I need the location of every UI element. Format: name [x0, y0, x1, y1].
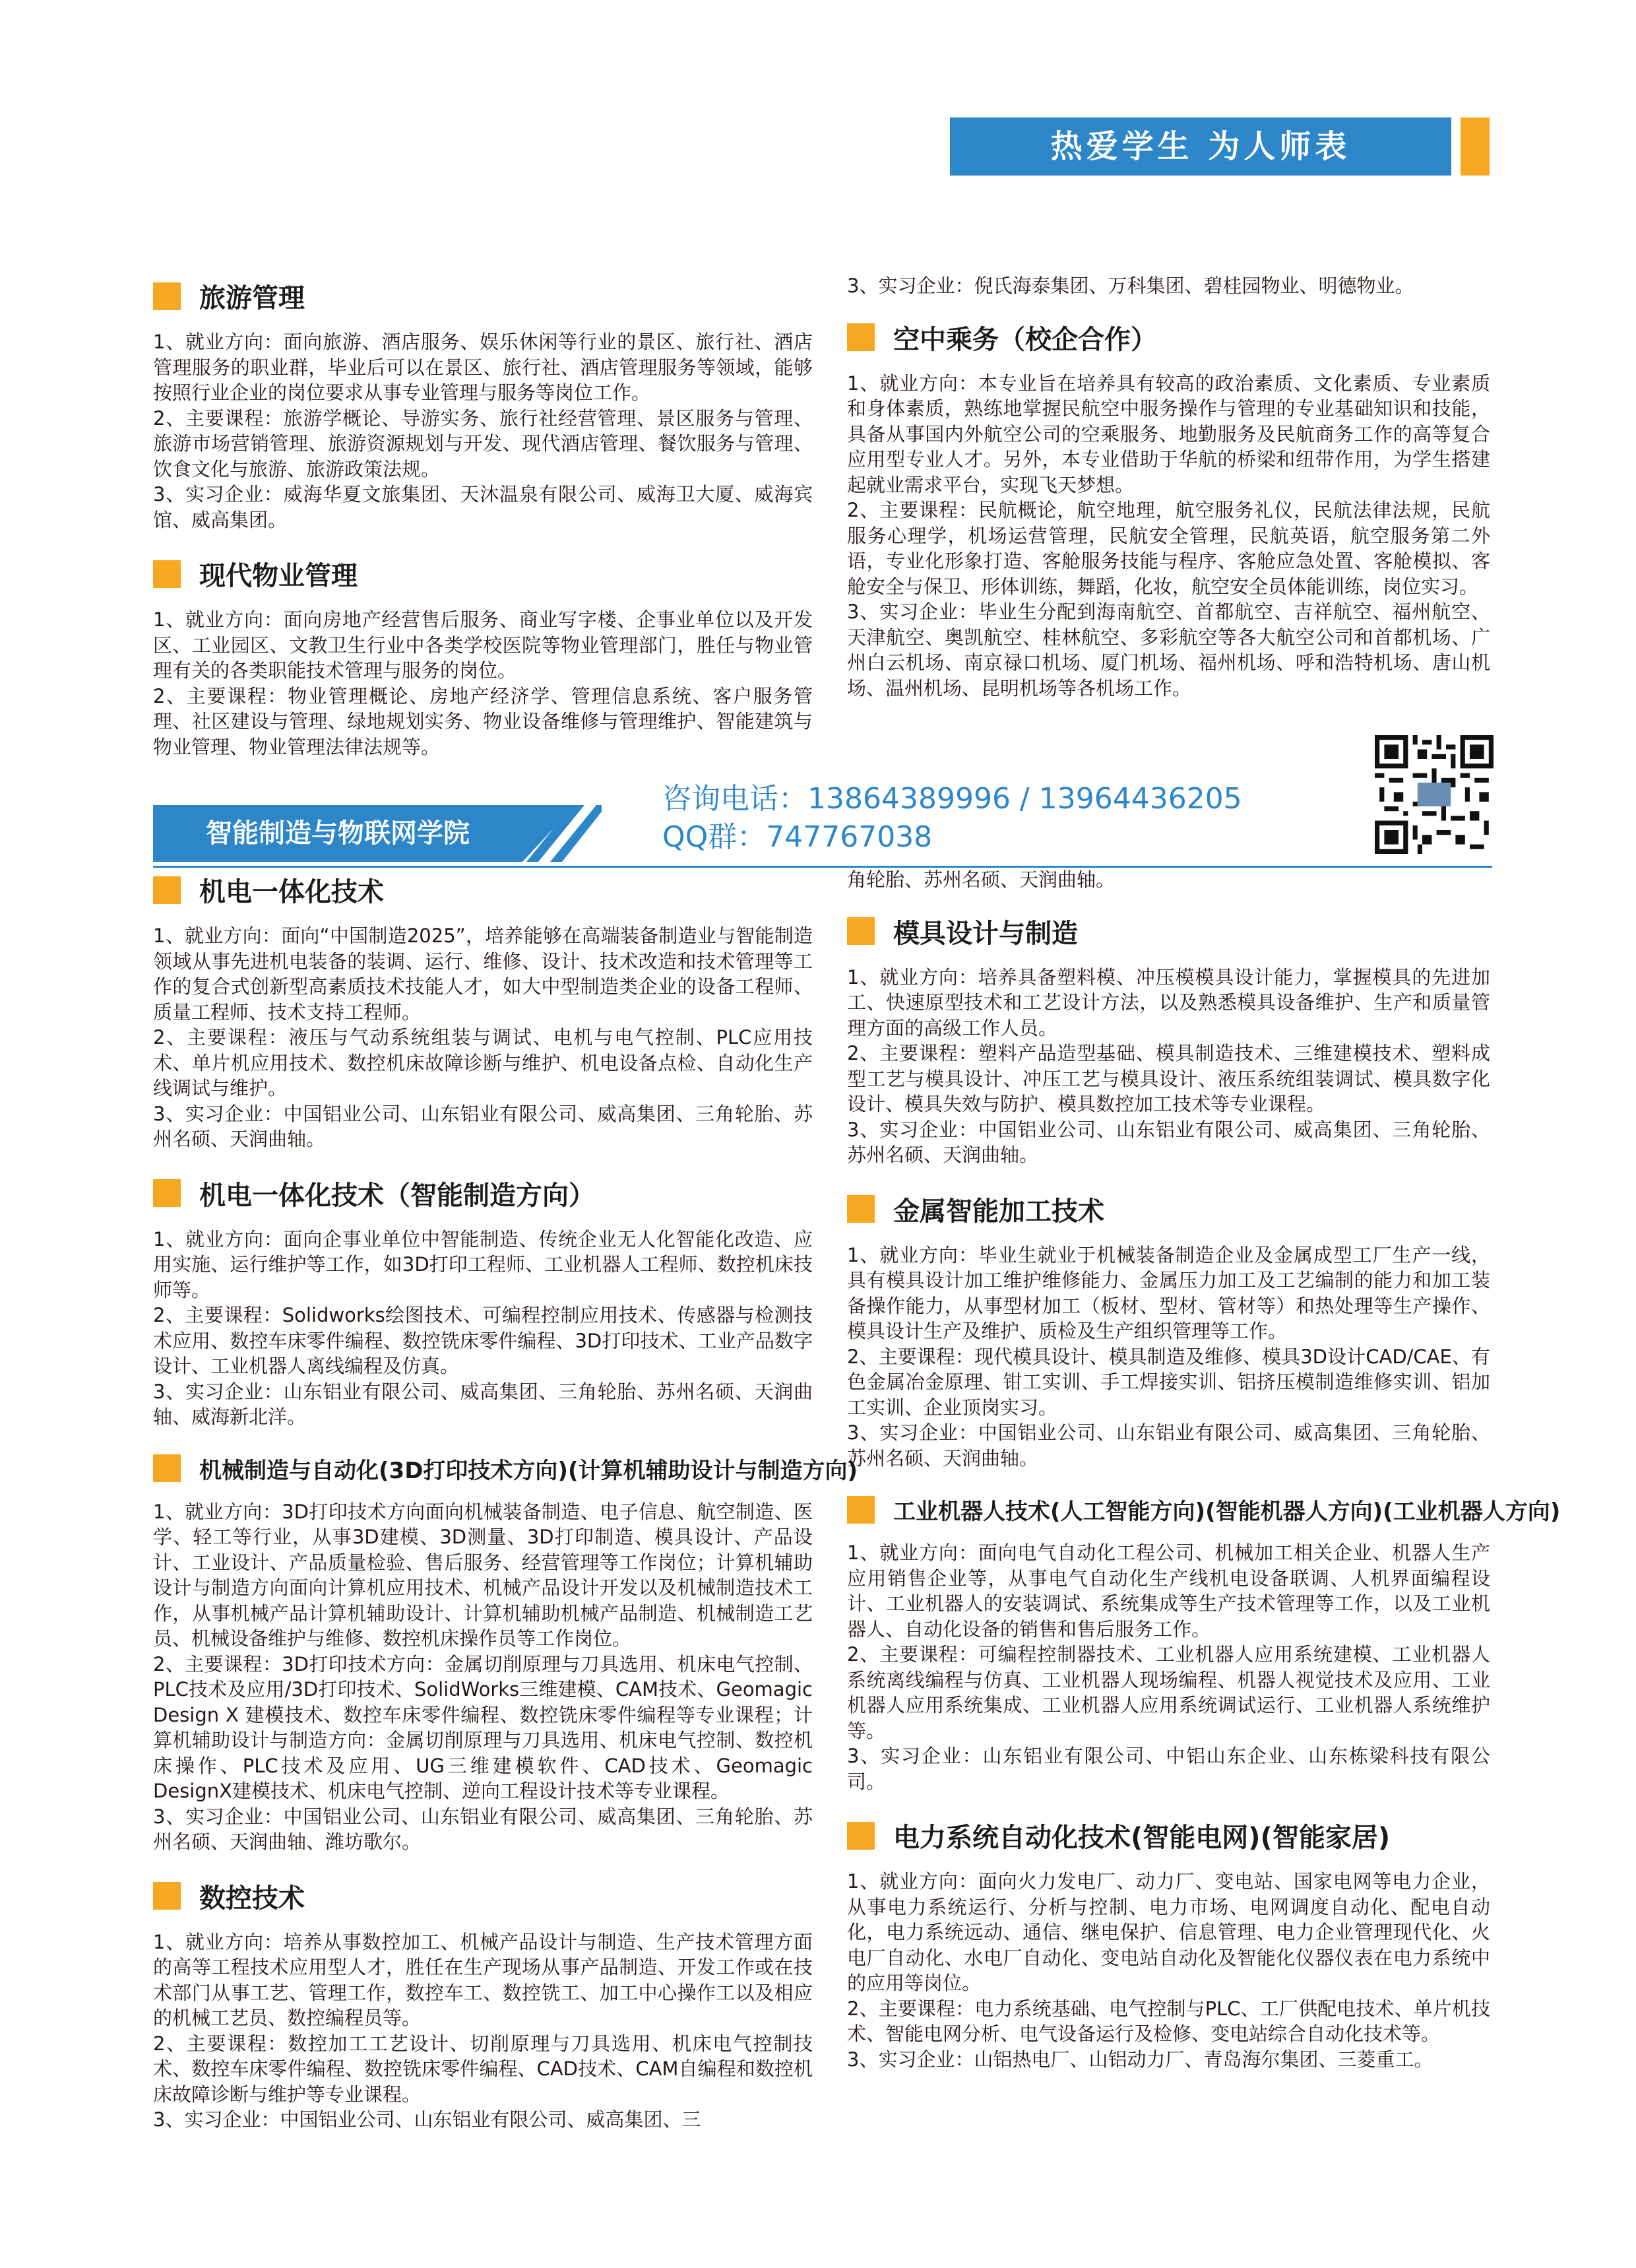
continued-paragraph: 3、实习企业：倪氏海泰集团、万科集团、碧桂园物业、明德物业。	[847, 275, 1414, 297]
program-paragraph: 1、就业方向：面向企事业单位中智能制造、传统企业无人化智能化改造、应用实施、运行维护等工作，如3D打印工程师、工业机器人工程师、数控机床技师等。	[153, 1227, 813, 1301]
bottom-left-column	[153, 871, 858, 2155]
top-right-column	[847, 273, 1490, 723]
continued-paragraph: 角轮胎、苏州名硕、天润曲轴。	[847, 868, 1116, 891]
program-paragraph: 2、主要课程：液压与气动系统组装与调试、电机与电气控制、PLC应用技术、单片机应用技术、数控机床故障诊断与维护、机电设备点检、自动化生产线调试与维护。	[153, 1026, 813, 1099]
program-heading	[847, 1190, 1490, 1228]
program-paragraph: 3、实习企业：中国铝业公司、山东铝业有限公司、威高集团、三角轮胎、苏州名硕、天润曲轴。	[153, 1102, 813, 1150]
qr-code-icon	[1375, 735, 1494, 854]
program-paragraph: 2、主要课程：现代模具设计、模具制造及维修、模具3D设计CAD/CAE、有色金属冶金原理、钳工实训、手工焊接实训、铝挤压模制造维修实训、铝加工实训、企业顶岗实习。	[847, 1345, 1490, 1419]
program-heading	[153, 1175, 813, 1212]
college-name: 智能制造与物联网学院	[206, 818, 470, 849]
program-heading	[153, 277, 813, 315]
program-title: 金属智能加工技术	[893, 1196, 1104, 1227]
program-section	[847, 1493, 1561, 1794]
program-paragraph: 3、实习企业：毕业生分配到海南航空、首都航空、吉祥航空、福州航空、天津航空、奥凯航空、桂林航空、多彩航空等各大航空公司和首都机场、广州白云机场、南京禄口机场、厦门机场、福州机场、呼和浩特机场、唐山机场、温州机场、昆明机场等各机场工作。	[847, 600, 1490, 699]
program-paragraph: 3、实习企业：中国铝业公司、山东铝业有限公司、威高集团、三角轮胎、苏州名硕、天润曲轴。	[847, 1421, 1490, 1470]
program-paragraph: 3、实习企业：山铝热电厂、山铝动力厂、青岛海尔集团、三菱重工。	[847, 2048, 1433, 2071]
program-paragraph: 2、主要课程：民航概论，航空地理，航空服务礼仪，民航法律法规，民航服务心理学，机场运营管理，民航安全管理，民航英语，航空服务第二外语，专业化形象打造、客舱服务技能与程序、客舱应急处置、客舱模拟、客舱安全与保卫、形体训练，舞蹈，化妆，航空安全员体能训练，岗位实习。	[847, 499, 1490, 598]
square-bullet-icon	[153, 876, 181, 904]
program-paragraph: 2、主要课程：物业管理概论、房地产经济学、管理信息系统、客户服务管理、社区建设与管理、绿地规划实务、物业设备维修与管理维护、智能建筑与物业管理、物业管理法律法规等。	[153, 684, 813, 758]
qq-group: QQ群：747767038	[662, 820, 933, 854]
program-paragraph: 2、主要课程：旅游学概论、导游实务、旅行社经营管理、景区服务与管理、旅游市场营销管理、旅游资源规划与开发、现代酒店管理、餐饮服务与管理、饮食文化与旅游、旅游政策法规。	[153, 406, 813, 480]
motto-text: 热爱学生 为人师表	[1050, 128, 1351, 165]
program-title: 旅游管理	[199, 283, 305, 313]
program-paragraph: 1、就业方向：3D打印技术方向面向机械装备制造、电子信息、航空制造、医学、轻工等行业，从事3D建模、3D测量、3D打印制造、模具设计、产品设计、工业设计、产品质量检验、售后服务、经营管理等工作岗位；计算机辅助设计与制造方向面向计算机应用技术、机械产品设计开发以及机械制造技术工作，从事机械产品计算机辅助设计、计算机辅助机械产品制造、机械制造工艺员、机械设备维护与维修、数控机床操作员等工作岗位。	[153, 1500, 813, 1650]
program-title: 工业机器人技术(人工智能方向)(智能机器人方向)(工业机器人方向)	[893, 1499, 1561, 1525]
top-left-column	[153, 277, 813, 782]
banner-gap	[1451, 117, 1461, 176]
program-section	[153, 1452, 858, 1855]
banner-accent-bar	[1461, 117, 1490, 176]
program-title: 机械制造与自动化(3D打印技术方向)(计算机辅助设计与制造方向)	[199, 1457, 858, 1484]
program-title: 现代物业管理	[199, 561, 358, 591]
square-bullet-icon	[847, 917, 875, 945]
program-paragraph: 3、实习企业：威海华夏文旅集团、天沐温泉有限公司、威海卫大厦、威海宾馆、威高集团。	[153, 483, 813, 531]
program-section	[847, 913, 1490, 1168]
square-bullet-icon	[153, 1882, 181, 1910]
program-paragraph: 2、主要课程：数控加工工艺设计、切削原理与刀具选用、机床电气控制技术、数控车床零件编程、数控铣床零件编程、CAD技术、CAM自编程和数控机床故障诊断与维护等专业课程。	[153, 2032, 813, 2106]
program-section	[153, 277, 813, 533]
program-title: 模具设计与制造	[893, 918, 1078, 949]
program-section	[153, 871, 813, 1152]
square-bullet-icon	[153, 282, 181, 310]
square-bullet-icon	[847, 323, 875, 351]
program-heading	[153, 1452, 858, 1485]
square-bullet-icon	[847, 1496, 875, 1524]
square-bullet-icon	[153, 1454, 181, 1482]
program-heading	[847, 1493, 1561, 1526]
program-heading	[847, 1817, 1490, 1854]
program-section	[847, 1817, 1490, 2072]
program-paragraph: 3、实习企业：山东铝业有限公司、中铝山东企业、山东栋梁科技有限公司。	[847, 1745, 1490, 1793]
program-heading	[847, 319, 1490, 356]
program-paragraph: 1、就业方向：本专业旨在培养具有较高的政治素质、文化素质、专业素质和身体素质，熟练地掌握民航空中服务操作与管理的专业基础知识和技能，具备从事国内外航空公司的空乘服务、地勤服务及民航商务工作的高等复合应用型专业人才。另外，本专业借助于华航的桥梁和纽带作用，为学生搭建起就业需求平台，实现飞天梦想。	[847, 372, 1490, 496]
square-bullet-icon	[153, 560, 181, 588]
program-paragraph: 2、主要课程：3D打印技术方向：金属切削原理与刀具选用、机床电气控制、PLC技术及应用/3D打印技术、SolidWorks三维建模、CAM技术、Geomagic Design X 建模技术、数控车床零件编程、数控铣床零件编程等专业课程；计算机辅助设计与制造方向：金属切削原理与刀具选用、机床电气控制、数控机床操作、PLC技术及应用、UG三维建模软件、CAD技术、Geomagic DesignX建模技术、机床电气控制、逆向工程设计技术等专业课程。	[153, 1652, 813, 1802]
program-heading	[153, 871, 813, 909]
program-title: 数控技术	[199, 1883, 305, 1914]
program-paragraph: 3、实习企业：中国铝业公司、山东铝业有限公司、威高集团、三角轮胎、苏州名硕、天润曲轴。	[847, 1118, 1490, 1166]
program-paragraph: 1、就业方向：面向房地产经营售后服务、商业写字楼、企事业单位以及开发区、工业园区、文教卫生行业中各类学校医院等物业管理部门，胜任与物业管理有关的各类职能技术管理与服务的岗位。	[153, 608, 813, 682]
contact-info	[662, 780, 1242, 857]
program-section	[847, 1190, 1490, 1472]
program-section	[153, 555, 813, 760]
program-heading	[153, 555, 813, 593]
square-bullet-icon	[847, 1195, 875, 1223]
program-paragraph: 1、就业方向：培养从事数控加工、机械产品设计与制造、生产技术管理方面的高等工程技术应用型人才，胜任在生产现场从事产品制造、开发工作或在技术部门从事工艺、管理工作，数控车工、数控铣工、加工中心操作工以及相应的机械工艺员、数控编程员等。	[153, 1930, 813, 2029]
program-paragraph: 1、就业方向：毕业生就业于机械装备制造企业及金属成型工厂生产一线，具有模具设计加工维护维修能力、金属压力加工及工艺编制的能力和加工装备操作能力，从事型材加工（板材、型材、管材等）和热处理等生产操作、模具设计生产及维护、质检及生产组织管理等工作。	[847, 1243, 1490, 1342]
program-paragraph: 3、实习企业：山东铝业有限公司、威高集团、三角轮胎、苏州名硕、天润曲轴、威海新北洋。	[153, 1380, 813, 1428]
program-title: 空中乘务（校企合作）	[893, 324, 1157, 355]
program-paragraph: 1、就业方向：面向“中国制造2025”，培养能够在高端装备制造业与智能制造领域从事先进机电装备的装调、运行、维修、设计、技术改造和技术管理等工作的复合式创新型高素质技术技能人才，如大中型制造类企业的设备工程师、质量工程师、技术支持工程师。	[153, 924, 813, 1023]
square-bullet-icon	[847, 1822, 875, 1850]
program-paragraph: 1、就业方向：面向电气自动化工程公司、机械加工相关企业、机器人生产应用销售企业等，从事电气自动化生产线机电设备联调、人机界面编程设计、工业机器人的安装调试、系统集成等生产技术管理等工作，以及工业机器人、自动化设备的销售和售后服务工作。	[847, 1541, 1490, 1640]
consult-phone: 咨询电话：13864389996 / 13964436205	[662, 782, 1242, 816]
program-heading	[847, 913, 1490, 950]
program-paragraph: 1、就业方向：面向旅游、酒店服务、娱乐休闲等行业的景区、旅行社、酒店管理服务的职业群，毕业后可以在景区、旅行社、酒店管理服务等领域，能够按照行业企业的岗位要求从事专业管理与服务等岗位工作。	[153, 331, 813, 404]
program-section	[847, 319, 1490, 701]
program-paragraph: 1、就业方向：面向火力发电厂、动力厂、变电站、国家电网等电力企业，从事电力系统运行、分析与控制、电力市场、电网调度自动化、配电自动化，电力系统远动、通信、继电保护、信息管理、电力企业管理现代化、火电厂自动化、水电厂自动化、变电站自动化及智能化仪器仪表在电力系统中的应用等岗位。	[847, 1870, 1490, 1994]
square-bullet-icon	[153, 1179, 181, 1207]
program-title: 机电一体化技术	[199, 877, 384, 907]
program-paragraph: 3、实习企业：中国铝业公司、山东铝业有限公司、威高集团、三	[153, 2108, 701, 2131]
program-title: 机电一体化技术（智能制造方向）	[199, 1180, 595, 1211]
program-paragraph: 2、主要课程：塑料产品造型基础、模具制造技术、三维建模技术、塑料成型工艺与模具设计、冲压工艺与模具设计、液压系统组装调试、模具数字化设计、模具失效与防护、模具数控加工技术等专业课程。	[847, 1042, 1490, 1115]
program-paragraph: 2、主要课程：Solidworks绘图技术、可编程控制应用技术、传感器与检测技术应用、数控车床零件编程、数控铣床零件编程、3D打印技术、工业产品数字设计、工业机器人离线编程及仿真。	[153, 1304, 813, 1377]
program-paragraph: 3、实习企业：中国铝业公司、山东铝业有限公司、威高集团、三角轮胎、苏州名硕、天润曲轴、潍坊歌尔。	[153, 1805, 813, 1853]
bottom-right-column	[847, 867, 1561, 2094]
program-paragraph: 2、主要课程：可编程控制器技术、工业机器人应用系统建模、工业机器人系统离线编程与仿真、工业机器人现场编程、机器人视觉技术及应用、工业机器人应用系统集成、工业机器人应用系统调试运行、工业机器人系统维护等。	[847, 1643, 1490, 1742]
program-paragraph: 2、主要课程：电力系统基础、电气控制与PLC、工厂供配电技术、单片机技术、智能电网分析、电气设备运行及检修、变电站综合自动化技术等。	[847, 1997, 1490, 2045]
program-section	[153, 1877, 813, 2133]
program-heading	[153, 1877, 813, 1915]
program-section	[153, 1175, 813, 1430]
program-paragraph: 1、就业方向：培养具备塑料模、冲压模模具设计能力，掌握模具的先进加工、快速原型技术和工艺设计方法，以及熟悉模具设备维护、生产和质量管理方面的高级工作人员。	[847, 965, 1490, 1039]
program-title: 电力系统自动化技术(智能电网)(智能家居)	[893, 1823, 1391, 1853]
